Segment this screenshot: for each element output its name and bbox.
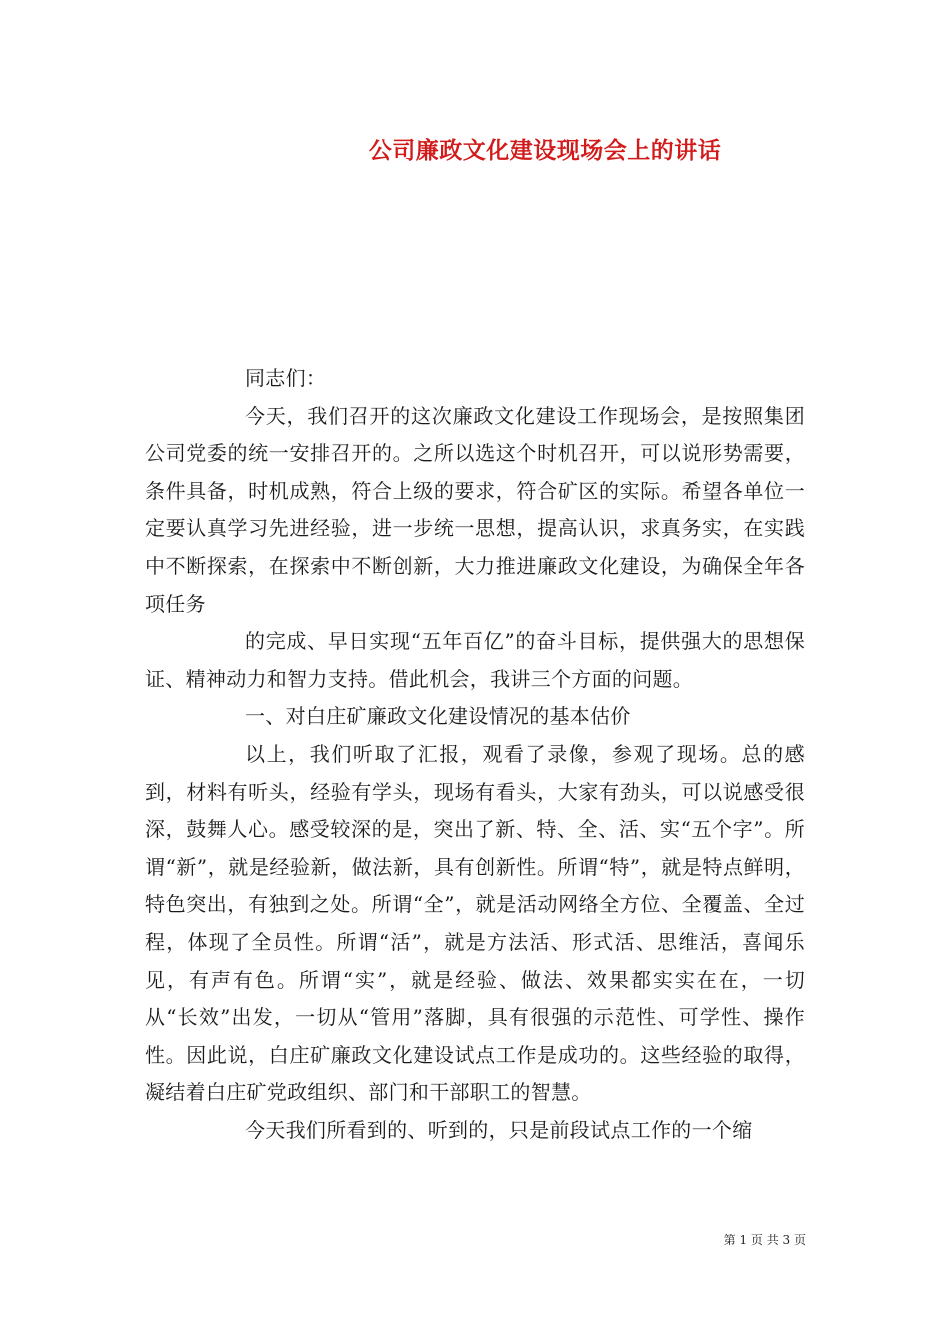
- body-paragraph: 以上，我们听取了汇报，观看了录像，参观了现场。总的感到，材料有听头，经验有学头，现场有看头，大家有劲头，可以说感受很深，鼓舞人心。感受较深的是，突出了新、特、全、活、实“五个字”。所谓“新”，就是经验新，做法新，具有创新性。所谓“特”，就是特点鲜明，特色突出，有独到之处。所谓“全”，就是活动网络全方位、全覆盖、全过程，体现了全员性。所谓“活”，就是方法活、形式活、思维活，喜闻乐见，有声有色。所谓“实”，就是经验、做法、效果都实实在在，一切从“长效”出发，一切从“管用”落脚，具有很强的示范性、可学性、操作性。因此说，白庄矿廉政文化建设试点工作是成功的。这些经验的取得，凝结着白庄矿党政组织、部门和干部职工的智慧。: [145, 741, 805, 1105]
- body-paragraph: 今天我们所看到的、听到的，只是前段试点工作的一个缩: [245, 1117, 753, 1142]
- body-paragraph: 今天，我们召开的这次廉政文化建设工作现场会，是按照集团公司党委的统一安排召开的。之所以选这个时机召开，可以说形势需要，条件具备，时机成熟，符合上级的要求，符合矿区的实际。希望各单位一定要认真学习先进经验，进一步统一思想，提高认识，求真务实，在实践中不断探索，在探索中不断创新，大力推进廉政文化建设，为确保全年各项任务: [145, 403, 805, 616]
- body-paragraph: 的完成、早日实现“五年百亿”的奋斗目标，提供强大的思想保证、精神动力和智力支持。借此机会，我讲三个方面的问题。: [145, 629, 805, 691]
- document-title: 公司廉政文化建设现场会上的讲话: [368, 137, 722, 164]
- document-body: [145, 360, 805, 1149]
- page-number-footer: 第 1 页 共 3 页: [723, 1233, 806, 1247]
- salutation-paragraph: 同志们：: [245, 366, 327, 390]
- section-heading: 一、对白庄矿廉政文化建设情况的基本估价: [245, 704, 631, 729]
